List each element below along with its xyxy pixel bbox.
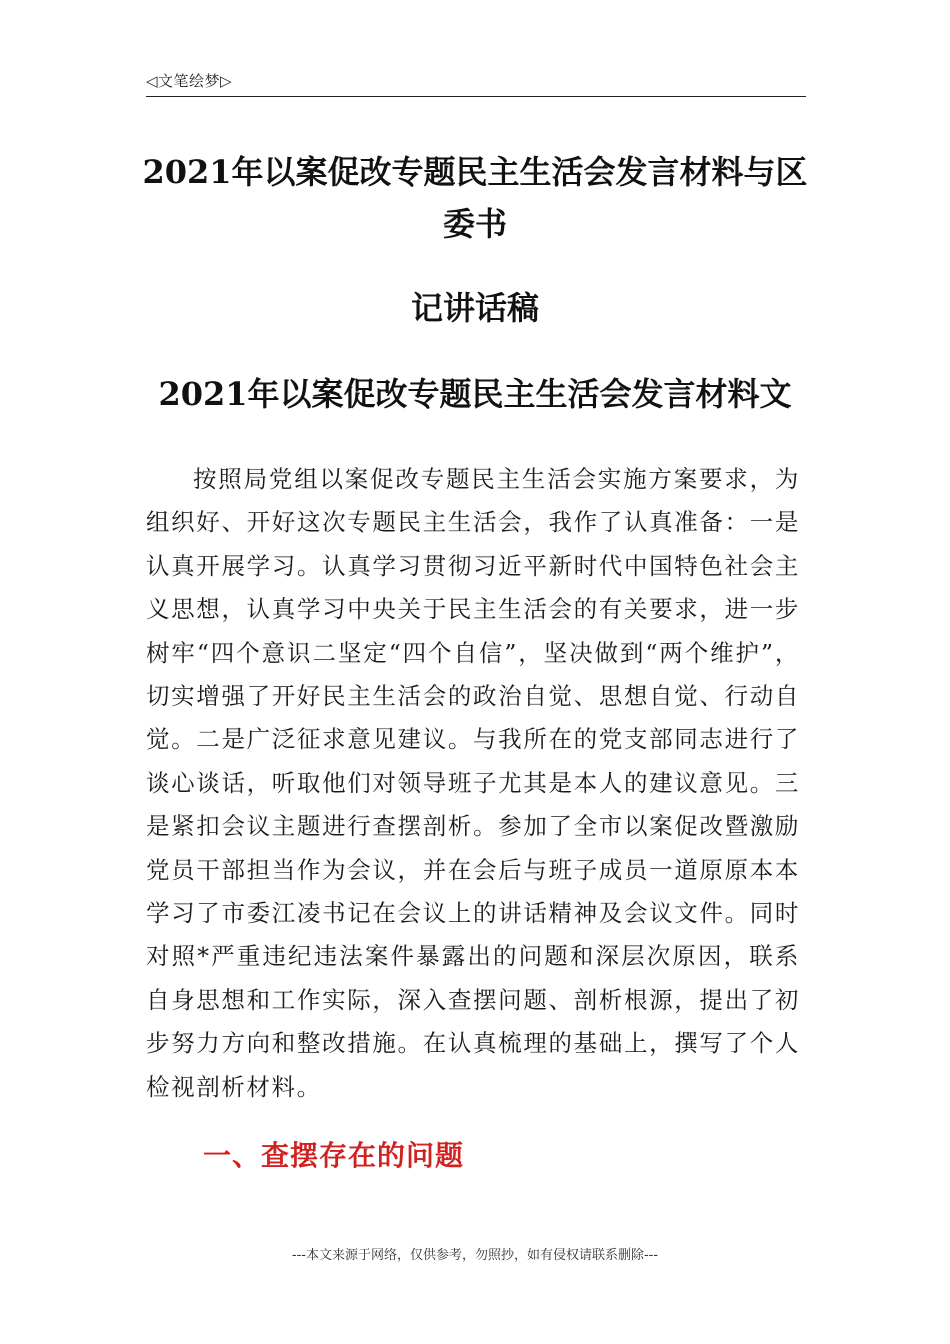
document-heading: 2021年以案促改专题民主生活会发言材料文 xyxy=(158,375,792,413)
header-brand: ◁文笔绘梦▷ xyxy=(146,72,233,90)
title-line-1: 2021年以案促改专题民主生活会发言材料与区 xyxy=(142,153,808,191)
title-line-2: 委书 xyxy=(442,205,507,243)
section-heading-1: 一、查摆存在的问题 xyxy=(203,1139,465,1172)
body-paragraph: 按照局党组以案促改专题民主生活会实施方案要求，为组织好、开好这次专题民主生活会，我作了认真准备：一是认真开展学习。认真学习贯彻习近平新时代中国特色社会主义思想，认真学习中央关于民主生活会的有关要求，进一步树牢“四个意识二坚定“四个自信”，坚决做到“两个维护”，切实增强了开好民主生活会的政治自觉、思想自觉、行动自觉。二是广泛征求意见建议。与我所在的党支部同志进行了谈心谈话，听取他们对领导班子尤其是本人的建议意见。三是紧扣会议主题进行查摆剖析。参加了全市以案促改暨激励党员干部担当作为会议，并在会后与班子成员一道原原本本学习了市委江凌书记在会议上的讲话精神及会议文件。同时对照*严重违纪违法案件暴露出的问题和深层次原因，联系自身思想和工作实际，深入查摆问题、剖析根源，提出了初步努力方向和整改措施。在认真梳理的基础上，撰写了个人检视剖析材料。 xyxy=(146,465,800,1101)
title-line-3: 记讲话稿 xyxy=(410,289,539,327)
document-title xyxy=(140,146,810,250)
header-divider xyxy=(146,96,806,97)
footer-disclaimer: ---本文来源于网络，仅供参考，勿照抄，如有侵权请联系删除--- xyxy=(291,1248,659,1263)
